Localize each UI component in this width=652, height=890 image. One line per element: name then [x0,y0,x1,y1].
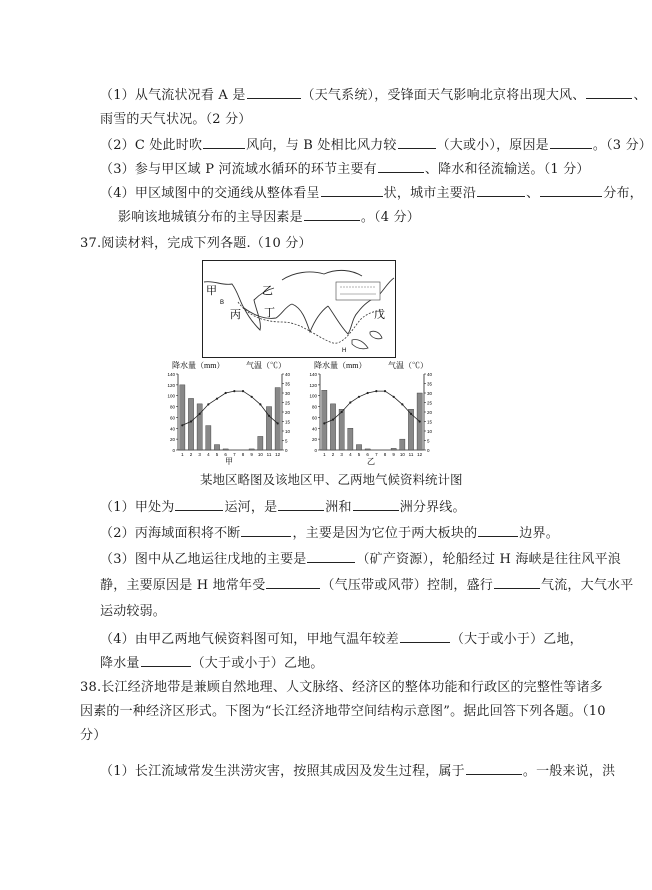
x-tick-label: 6 [366,452,369,457]
precip-bar [400,439,405,450]
y-tick-label-right: 35 [285,381,291,387]
y-tick-label-right: 15 [285,419,291,425]
precip-bar [180,385,185,450]
region-map [202,260,396,358]
temp-point [251,396,253,398]
label-b: B [220,300,225,306]
q36-item1-line2: 雨雪的天气状况。（2 分） [100,112,252,127]
precip-bar [275,388,280,450]
temp-point [207,403,209,405]
temp-point [199,413,201,415]
blank[interactable] [478,524,518,537]
blank[interactable] [321,184,383,197]
x-tick-label: 3 [198,452,201,457]
temp-point [419,420,421,422]
temp-point [259,403,261,405]
x-tick-label: 2 [331,452,335,457]
temp-point [349,401,351,403]
chart-label: 甲 [225,457,233,466]
temp-point [216,398,218,400]
x-tick-label: 4 [207,452,210,457]
y-tick-label-left: 80 [169,404,175,410]
q36-item2: （2）C 处此时吹 风向，与 B 处相比风力较 （大或小），原因是 。（3 分） [100,138,652,153]
y-tick-label-left: 120 [309,382,317,388]
x-tick-label: 12 [275,452,281,457]
x-tick-label: 8 [241,452,245,457]
q38-stem-line3: 分） [80,728,107,743]
x-tick-label: 5 [357,452,361,457]
x-tick-label: 1 [181,452,184,457]
x-tick-label: 9 [250,452,253,457]
precip-bar [214,445,219,450]
x-tick-label: 6 [224,452,227,457]
blank[interactable] [266,576,320,589]
precip-bar [339,409,344,450]
y-tick-label-left: 20 [169,437,175,443]
blank[interactable] [175,498,223,511]
y-tick-label-right: 15 [427,419,433,425]
y-tick-label-right: 30 [427,391,433,396]
blank[interactable] [398,136,436,149]
precip-bar [330,404,335,450]
y-tick-label-left: 0 [172,448,175,453]
y-tick-label-right: 0 [427,448,430,453]
y-tick-label-left: 100 [309,393,317,399]
q37-item4-line2: 降水量 （大于或小于）乙地。 [100,656,324,671]
y2-label: 气温（℃） [246,361,286,370]
temp-point [384,390,386,392]
precip-bar [206,426,211,450]
temp-point [367,392,369,394]
q37-item2: （2）丙海域面积将不断 ，主要是因为它位于两大板块的 边界。 [100,526,559,541]
temp-point [358,396,360,398]
x-tick-label: 2 [189,452,193,457]
precip-bar [322,390,327,450]
climate-chart-yi [300,358,442,466]
q37-item3-line3: 运动较弱。 [100,604,167,619]
blank[interactable] [540,184,602,197]
blank[interactable] [550,136,592,149]
y-tick-label-right: 30 [285,391,291,396]
blank[interactable] [278,498,324,511]
label-wu: 戊 [374,309,385,321]
y-tick-label-right: 10 [427,429,433,434]
x-tick-label: 8 [383,452,387,457]
x-tick-label: 4 [349,452,352,457]
temp-point [393,396,395,398]
temp-point [190,420,192,422]
q37-item3-line1: （3）图中从乙地运往戊地的主要是 （矿产资源），轮船经过 H 海峡是往往风平浪 [100,552,621,567]
q37-item3-line2: 静，主要原因是 H 地常年受 （气压带或风带）控制，盛行 气流，大气水平 [100,578,634,593]
y-tick-label-left: 40 [169,426,175,432]
precip-bar [223,449,228,450]
q36-item4-line2: 影响该地城镇分布的主导因素是 。（4 分） [118,210,420,225]
temp-line [182,391,277,425]
y-tick-label-right: 40 [427,372,433,377]
blank[interactable] [466,762,522,775]
temp-point [323,422,325,424]
temp-point [277,422,279,424]
precip-bar [249,449,254,450]
y-tick-label-right: 40 [285,372,291,377]
x-tick-label: 5 [215,452,219,457]
temp-point [375,390,377,392]
precip-bar [348,428,353,450]
y-tick-label-right: 5 [285,438,288,444]
y-tick-label-left: 0 [314,448,317,453]
map-legend [336,282,380,300]
q38-item1: （1）长江流域常发生洪涝灾害，按照其成因及发生过程，属于 。一般来说，洪 [100,764,616,779]
y-tick-label-right: 25 [285,400,291,406]
figure-caption: 某地区略图及该地区甲、乙两地气候资料统计图 [200,472,463,487]
temp-point [401,403,403,405]
blank[interactable] [586,86,632,99]
y1-label: 降水量（mm） [172,361,225,370]
x-tick-label: 12 [417,452,423,457]
q37-stem: 37.阅读材料，完成下列各题.（10 分） [80,236,312,251]
y-tick-label-right: 0 [285,448,288,453]
y-tick-label-left: 60 [169,415,175,421]
y-tick-label-right: 10 [285,429,291,434]
temp-line [324,391,419,423]
y-tick-label-left: 140 [167,372,175,377]
blank[interactable] [307,550,355,563]
y-tick-label-left: 20 [311,437,317,443]
temp-point [233,390,235,392]
y-tick-label-left: 120 [167,382,175,388]
precip-bar [365,449,370,450]
climate-chart-jia [158,358,300,466]
chart-label: 乙 [367,457,375,466]
x-tick-label: 7 [233,452,236,457]
y-tick-label-right: 25 [427,400,433,406]
temp-point [268,415,270,417]
y-tick-label-left: 40 [311,426,317,432]
blank[interactable] [241,524,291,537]
y-tick-label-left: 100 [167,393,175,399]
y-tick-label-left: 60 [311,415,317,421]
blank[interactable] [400,630,450,643]
q38-stem-line1: 38.长江经济地带是兼顾自然地理、人文脉络、经济区的整体功能和行政区的完整性等诸多 [80,680,603,695]
y-tick-label-left: 80 [311,404,317,410]
temp-point [332,419,334,421]
y-tick-label-right: 35 [427,381,433,387]
x-tick-label: 11 [266,452,272,457]
blank[interactable] [141,654,191,667]
precip-bar [197,404,202,450]
x-tick-label: 10 [257,452,263,457]
temp-point [225,392,227,394]
x-tick-label: 3 [340,452,343,457]
q37-item1: （1）甲处为 运河，是 洲和 洲分界线。 [100,500,466,515]
blank[interactable] [353,498,399,511]
temp-point [242,390,244,392]
x-tick-label: 1 [323,452,326,457]
y1-label: 降水量（mm） [314,361,367,370]
x-tick-label: 7 [375,452,378,457]
precip-bar [258,436,263,450]
blank[interactable] [304,208,360,221]
q38-stem-line2: 因素的一种经济区形式。下图为“长江经济地带空间结构示意图”。据此回答下列各题。（10 [80,704,606,719]
temp-point [410,413,412,415]
blank[interactable] [494,576,540,589]
label-bing: 丙 [230,309,241,321]
q36-item1-line1: （1）从气流状况看 A 是 （天气系统），受锋面天气影响北京将出现大风、 、 [100,88,647,103]
blank[interactable] [203,136,245,149]
y-tick-label-right: 20 [285,410,291,415]
blank[interactable] [477,184,525,197]
y-tick-label-left: 140 [309,372,317,377]
y-tick-label-right: 20 [427,410,433,415]
label-ding: 丁 [264,307,275,319]
blank[interactable] [378,160,424,173]
label-yi: 乙 [262,285,273,297]
label-jia: 甲 [206,285,217,297]
precip-bar [356,445,361,450]
y2-label: 气温（℃） [388,361,428,370]
q36-item3: （3）参与甲区域 P 河流域水循环的环节主要有 、降水和径流输送。（1 分） [100,162,590,177]
q37-item4-line1: （4）由甲乙两地气候资料图可知，甲地气温年较差 （大于或小于）乙地， [100,632,583,647]
precip-bar [188,398,193,450]
label-h: H [342,348,347,354]
precip-bar [391,448,396,450]
temp-point [341,411,343,413]
x-tick-label: 10 [399,452,405,457]
temp-point [181,424,183,426]
blank[interactable] [247,86,301,99]
x-tick-label: 11 [408,452,414,457]
y-tick-label-right: 5 [427,438,430,444]
x-tick-label: 9 [392,452,395,457]
q36-item4-line1: （4）甲区域图中的交通线从整体看呈 状，城市主要沿 、 分布， [100,186,643,201]
